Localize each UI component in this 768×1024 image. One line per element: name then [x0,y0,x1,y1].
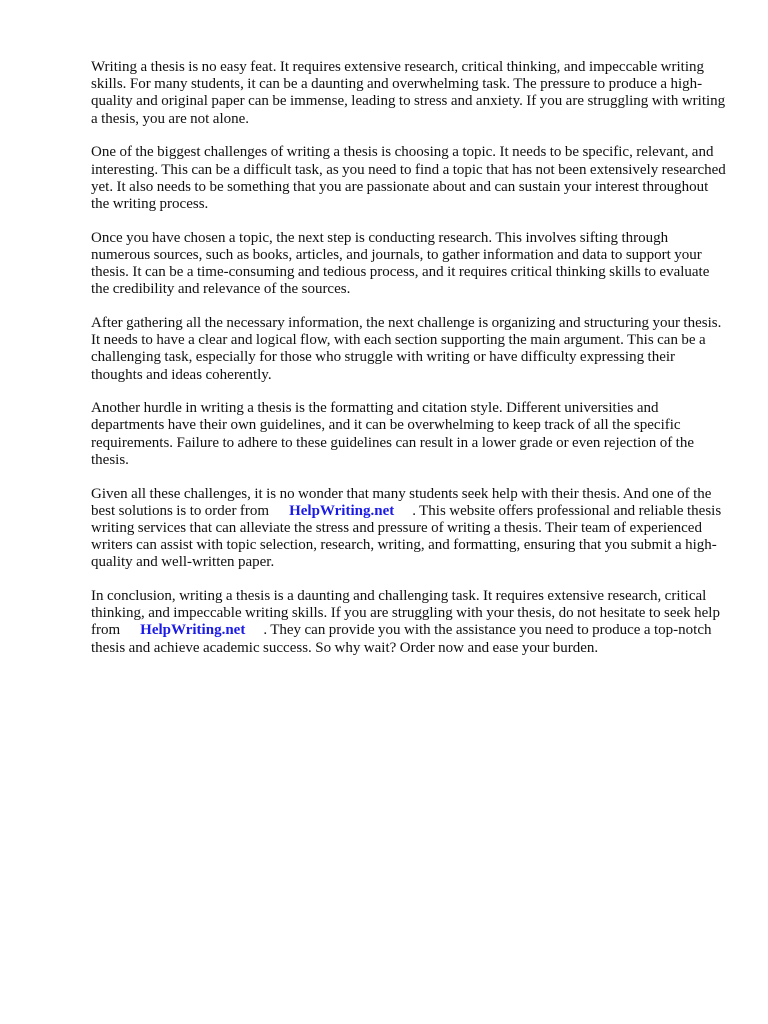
paragraph-solution [91,486,727,572]
paragraph-conclusion-after: . They can provide you with the assistance you need to produce a top-notch thesis and achieve academic success. So why wait? Order now and ease your burden. [91,622,712,656]
paragraph-topic: One of the biggest challenges of writing a thesis is choosing a topic. It needs to be specific, relevant, and interesting. This can be a difficult task, as you need to find a topic that has not been extensively researched yet. It also needs to be something that you are passionate about and can sustain your interest throughout the writing process. [91,144,726,212]
helpwriting-link-2[interactable]: HelpWriting.net [140,622,246,639]
helpwriting-link[interactable]: HelpWriting.net [289,502,395,519]
paragraph-research: Once you have chosen a topic, the next step is conducting research. This involves sifting through numerous sources, such as books, articles, and journals, to gather information and data to support your thesis. It can be a time-consuming and tedious process, and it requires critical thinking skills to evaluate the credibility and relevance of the sources. [91,229,710,298]
paragraph-formatting: Another hurdle in writing a thesis is the formatting and citation style. Different universities and departments have their own guidelines, and it can be overwhelming to keep track of all the specific requirements. Failure to adhere to these guidelines can result in a lower grade or even rejection of the thesis. [91,400,695,468]
paragraph-conclusion [91,588,727,657]
paragraph-solution-before: Given all these challenges, it is no wonder that many students seek help with their thesis. And one of the best solutions is to order from [91,485,712,519]
paragraph-conclusion-before: In conclusion, writing a thesis is a daunting and challenging task. It requires extensive research, critical thinking, and impeccable writing skills. If you are struggling with your thesis, do not hesitate to seek help from [91,588,720,639]
document-body [91,59,727,673]
paragraph-solution-after: . This website offers professional and reliable thesis writing services that can alleviate the stress and pressure of writing a thesis. Their team of experienced writers can assist with topic selection, research, writing, and formatting, ensuring that you submit a high-quality and well-written paper. [91,502,722,571]
paragraph-structure: After gathering all the necessary information, the next challenge is organizing and structuring your thesis. It needs to have a clear and logical flow, with each section supporting the main argument. This can be a challenging task, especially for those who struggle with writing or have difficulty expressing their thoughts and ideas coherently. [91,314,722,383]
paragraph-intro: Writing a thesis is no easy feat. It requires extensive research, critical thinking, and impeccable writing skills. For many students, it can be a daunting and overwhelming task. The pressure to produce a high-quality and original paper can be immense, leading to stress and anxiety. If you are struggling with writing a thesis, you are not alone. [91,59,726,127]
